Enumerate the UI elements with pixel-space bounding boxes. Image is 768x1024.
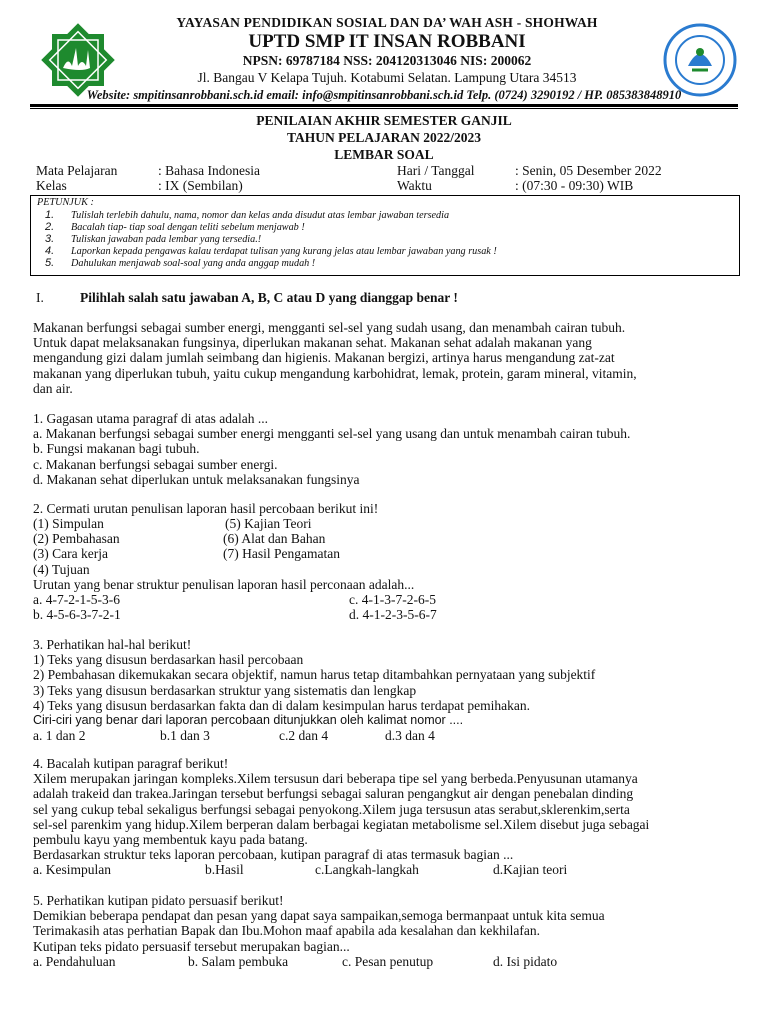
- instruction-item: 5. Dahulukan menjawab soal-soal yang anda anggap mudah !: [45, 257, 316, 269]
- instruction-item: 3. Tuliskan jawaban pada lembar yang tersedia.!: [45, 233, 262, 245]
- academic-year: TAHUN PELAJARAN 2022/2023: [286, 130, 481, 145]
- option-c: c. 4-1-3-7-2-6-5: [349, 592, 436, 607]
- school-seal-icon: [662, 22, 738, 98]
- school-name: UPTD SMP IT INSAN ROBBANI: [248, 31, 526, 52]
- meta-left: [36, 163, 260, 193]
- passage-line: Makanan berfungsi sebagai sumber energi, mengganti sel-sel yang sudah usang, dan menambah cairan tubuh.: [33, 320, 626, 335]
- passage-line: dan air.: [33, 380, 73, 396]
- passage-line: Demikian beberapa pendapat dan pesan yang dapat saya sampaikan,semoga bermanpaat untuk kita semua: [33, 908, 605, 924]
- question-2: [33, 501, 741, 626]
- section-number: I.: [36, 290, 44, 305]
- passage-line: pembulu kayu yang membentuk kayu pada batang.: [33, 831, 308, 847]
- date-value: : Senin, 05 Desember 2022: [515, 163, 662, 178]
- statement-item: 4) Teks yang disusun berdasarkan fakta dan di dalam kesimpulan harus terdapat pemihakan.: [33, 697, 531, 713]
- question-prompt: Urutan yang benar struktur penulisan laporan hasil perconaan adalah...: [33, 577, 415, 592]
- question-prompt: Berdasarkan struktur teks laporan percobaan, kutipan paragraf di atas termasuk bagian ...: [33, 847, 514, 863]
- date-label: Hari / Tanggal: [397, 163, 475, 178]
- option-d: d. Makanan sehat diperlukan untuk melaksanakan fungsinya: [33, 471, 360, 487]
- option-b: b. Salam pembuka: [188, 954, 289, 969]
- question-4: [33, 756, 741, 881]
- option-d: d. 4-1-2-3-5-6-7: [349, 607, 437, 622]
- exam-title-block: [0, 112, 768, 163]
- option-c: c.2 dan 4: [279, 728, 329, 743]
- statement-item: 3) Teks yang disusun berdasarkan struktur yang sistematis dan lengkap: [33, 682, 417, 698]
- passage-line: mengandung gizi dalam jumlah seimbang dan higienis. Makanan bergizi, artinya harus mengandung zat-zat: [33, 350, 615, 366]
- time-label: Waktu: [397, 178, 432, 193]
- option-c: c. Pesan penutup: [342, 954, 434, 969]
- sheet-title: LEMBAR SOAL: [334, 147, 434, 162]
- option-a: a. Pendahuluan: [33, 954, 116, 969]
- question-5: [33, 893, 741, 973]
- option-a: a. 4-7-2-1-5-3-6: [33, 592, 120, 607]
- meta-right: [397, 163, 662, 193]
- instruction-item: 1. Tulislah terlebih dahulu, nama, nomor dan kelas anda disudut atas lembar jawaban tersedia: [45, 209, 450, 221]
- school-ids: NPSN: 69787184 NSS: 204120313046 NIS: 200062: [242, 53, 532, 68]
- subject-value: : Bahasa Indonesia: [158, 163, 260, 178]
- question-stem: 1. Gagasan utama paragraf di atas adalah ...: [33, 411, 269, 426]
- option-d: d.3 dan 4: [385, 728, 435, 743]
- school-contact: Website: smpitinsanrobbani.sch.id email: info@smpitinsanrobbani.sch.id Telp. (0724) 3290192 / HP. 085383848910: [86, 88, 682, 102]
- question-stem: 5. Perhatikan kutipan pidato persuasif berikut!: [33, 893, 284, 908]
- question-stem: 3. Perhatikan hal-hal berikut!: [33, 637, 192, 652]
- passage-line: Untuk dapat melaksanakan fungsinya, diperlukan makanan sehat. Makanan sehat adalah makanan yang: [33, 335, 592, 351]
- statement-item: 1) Teks yang disusun berdasarkan hasil percobaan: [33, 652, 304, 668]
- passage-line: sel yang cukup tebal sekaligus berfungsi sebagai penyokong.Xilem juga tersusun atas serabut,sklerenkim,serta: [33, 801, 630, 817]
- exam-title: PENILAIAN AKHIR SEMESTER GANJIL: [256, 113, 512, 128]
- option-c: c. Makanan berfungsi sebagai sumber energi.: [33, 456, 278, 472]
- option-a: a. 1 dan 2: [33, 728, 86, 743]
- option-b: b. Fungsi makanan bagi tubuh.: [33, 441, 200, 457]
- section-heading: [36, 290, 458, 306]
- option-b: b. 4-5-6-3-7-2-1: [33, 607, 121, 622]
- report-parts-right: (5) Kajian Teori (6) Alat dan Bahan (7) Hasil Pengamatan: [223, 516, 340, 562]
- option-c: c.Langkah-langkah: [315, 862, 419, 877]
- subject-label: Mata Pelajaran: [36, 163, 118, 178]
- instructions-heading: PETUNJUK :: [37, 197, 94, 208]
- instruction-item: 4. Laporkan kepada pengawas kalau terdapat tulisan yang kurang jelas atau lembar jawaban yang rusak !: [45, 245, 497, 257]
- time-value: : (07:30 - 09:30) WIB: [515, 178, 634, 193]
- option-a: a. Kesimpulan: [33, 862, 111, 877]
- passage-line: makanan yang diperlukan tubuh, yaitu cukup mengandung karbohidrat, lemak, protein, garam mineral, vitamin,: [33, 365, 637, 381]
- instructions-list: [45, 209, 497, 269]
- foundation-logo-icon: [40, 22, 116, 98]
- passage-line: Terimakasih atas perhatian Bapak dan Ibu.Mohon maaf apabila ada kesalahan dan kekhilafan.: [33, 923, 540, 939]
- header-rule-thick: [30, 104, 738, 107]
- report-parts-left: (1) Simpulan (2) Pembahasan (3) Cara kerja (4) Tujuan: [33, 516, 120, 577]
- question-3: [33, 637, 741, 747]
- option-b: b.Hasil: [205, 862, 244, 877]
- class-value: : IX (Sembilan): [158, 178, 243, 193]
- option-d: d.Kajian teori: [493, 862, 568, 877]
- option-a: a. Makanan berfungsi sebagai sumber energi mengganti sel-sel yang usang dan untuk menambah cairan tubuh.: [33, 426, 631, 442]
- question-prompt: Kutipan teks pidato persuasif tersebut merupakan bagian...: [33, 938, 350, 954]
- passage-line: adalah trakeid dan trakea.Jaringan tersebut berfungsi sebagai saluran pengangkut air dengan penebalan dinding: [33, 786, 634, 802]
- reading-passage: [33, 320, 741, 396]
- instructions-box: [30, 195, 740, 276]
- school-address: Jl. Bangau V Kelapa Tujuh. Kotabumi Selatan. Lampung Utara 34513: [197, 70, 577, 85]
- statement-item: 2) Pembahasan dikemukakan secara objektif, namun harus tetap ditambahkan pernyataan yang subjektif: [33, 667, 596, 683]
- passage-line: sel-sel parenkim yang hidup.Xilem berperan dalam berbagai kegiatan metabolisme sel.Xilem disebut juga sebagai: [33, 816, 650, 832]
- question-stem: 4. Bacalah kutipan paragraf berikut!: [33, 756, 229, 771]
- question-stem: 2. Cermati urutan penulisan laporan hasil percobaan berikut ini!: [33, 501, 379, 516]
- section-instruction: Pilihlah salah satu jawaban A, B, C atau D yang dianggap benar !: [80, 290, 458, 305]
- question-prompt: Ciri-ciri yang benar dari laporan percobaan ditunjukkan oleh kalimat nomor ....: [33, 712, 464, 727]
- option-b: b.1 dan 3: [160, 728, 210, 743]
- option-d: d. Isi pidato: [493, 954, 558, 969]
- passage-line: Xilem merupakan jaringan kompleks.Xilem tersusun dari beberapa tipe sel yang berbeda.Penyusunan utamanya: [33, 771, 638, 787]
- foundation-name: YAYASAN PENDIDIKAN SOSIAL DAN DA’ WAH ASH - SHOHWAH: [176, 15, 598, 30]
- question-1: [33, 411, 741, 487]
- header-rule-thin: [30, 108, 738, 109]
- instruction-item: 2. Bacalah tiap- tiap soal dengan teliti sebelum menjawab !: [45, 221, 305, 233]
- class-label: Kelas: [36, 178, 67, 193]
